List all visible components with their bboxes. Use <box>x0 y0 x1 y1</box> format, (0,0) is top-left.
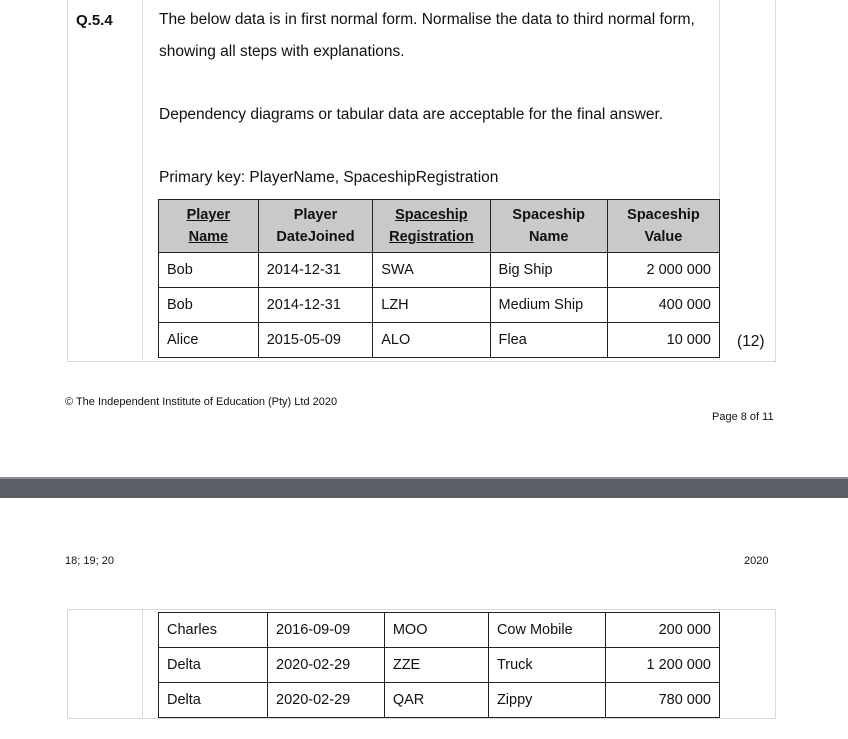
cell: Medium Ship <box>490 288 607 323</box>
table-row <box>159 253 720 288</box>
cell: 200 000 <box>606 613 720 648</box>
cell: ZZE <box>384 648 488 683</box>
page-number: Page 8 of 11 <box>712 411 774 423</box>
cell: ALO <box>373 323 490 358</box>
table-row <box>159 648 720 683</box>
header-player-datejoined: Player DateJoined <box>258 200 373 253</box>
question-line-2: showing all steps with explanations. <box>159 43 405 60</box>
cell: Cow Mobile <box>488 613 605 648</box>
cell: 1 200 000 <box>606 648 720 683</box>
cell: LZH <box>373 288 490 323</box>
frame-divider <box>142 0 143 360</box>
cell: Big Ship <box>490 253 607 288</box>
header-player-name: Player Name <box>159 200 259 253</box>
question-line-1: The below data is in first normal form. Normalise the data to third normal form, <box>159 11 695 28</box>
cell: 2020-02-29 <box>268 648 385 683</box>
cell: 10 000 <box>607 323 719 358</box>
cell: 2016-09-09 <box>268 613 385 648</box>
question-number: Q.5.4 <box>76 12 113 29</box>
question-note: Dependency diagrams or tabular data are acceptable for the final answer. <box>159 106 664 123</box>
cell: 400 000 <box>607 288 719 323</box>
cell: 2 000 000 <box>607 253 719 288</box>
cell: Flea <box>490 323 607 358</box>
cell: Alice <box>159 323 259 358</box>
table-row <box>159 323 720 358</box>
table-header-row <box>159 200 720 253</box>
page-separator <box>0 477 848 498</box>
cell: Bob <box>159 288 259 323</box>
cell: Truck <box>488 648 605 683</box>
page-header-right: 2020 <box>744 555 769 567</box>
header-spaceship-registration: Spaceship Registration <box>373 200 490 253</box>
cell: Charles <box>159 613 268 648</box>
cell: 2020-02-29 <box>268 683 385 718</box>
cell: Delta <box>159 683 268 718</box>
primary-key-text: Primary key: PlayerName, SpaceshipRegistration <box>159 169 499 186</box>
frame-divider <box>142 610 143 717</box>
cell: 2014-12-31 <box>258 288 373 323</box>
header-spaceship-name: Spaceship Name <box>490 200 607 253</box>
copyright: © The Independent Institute of Education (Pty) Ltd 2020 <box>65 396 338 408</box>
cell: QAR <box>384 683 488 718</box>
table-row <box>159 288 720 323</box>
table-row <box>159 613 720 648</box>
data-table-page2 <box>158 612 720 718</box>
cell: 780 000 <box>606 683 720 718</box>
table-row <box>159 683 720 718</box>
cell: SWA <box>373 253 490 288</box>
cell: 2014-12-31 <box>258 253 373 288</box>
page-header-left: 18; 19; 20 <box>65 555 114 567</box>
header-spaceship-value: Spaceship Value <box>607 200 719 253</box>
cell: 2015-05-09 <box>258 323 373 358</box>
marks: (12) <box>737 333 765 350</box>
cell: MOO <box>384 613 488 648</box>
cell: Bob <box>159 253 259 288</box>
cell: Zippy <box>488 683 605 718</box>
data-table-page1 <box>158 199 720 358</box>
cell: Delta <box>159 648 268 683</box>
